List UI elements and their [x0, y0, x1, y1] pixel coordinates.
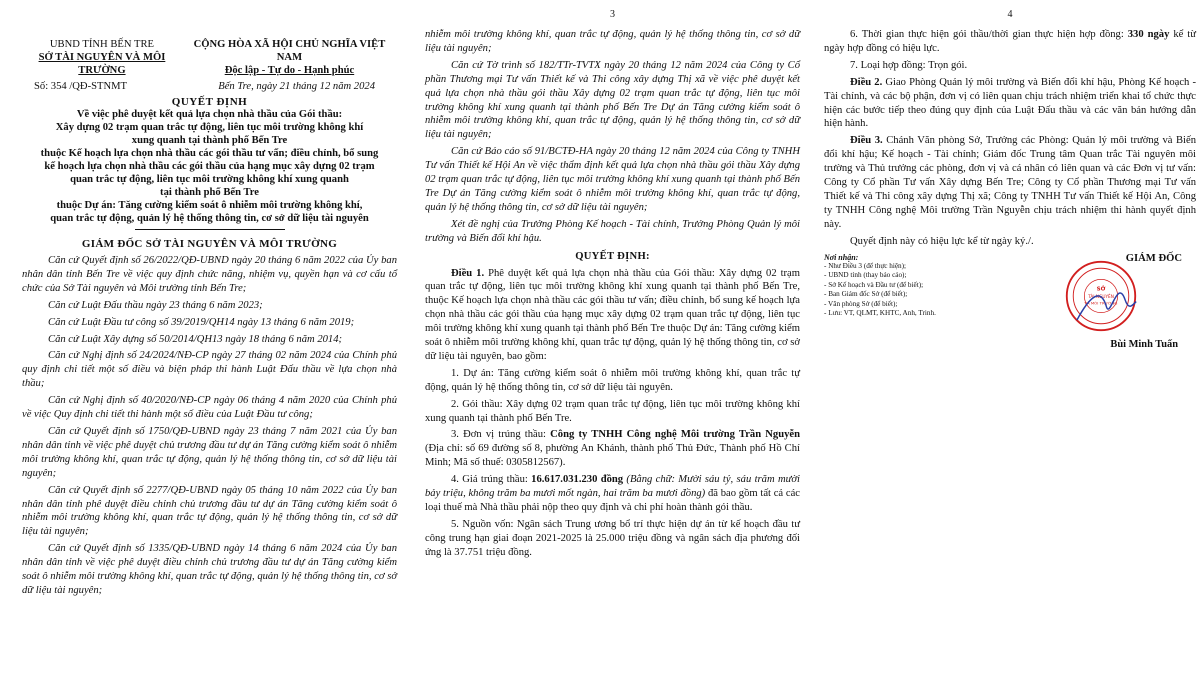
recipients [824, 253, 1024, 363]
contract-duration: 330 ngày [1127, 29, 1170, 40]
price-in-words: (Bằng chữ: Mười sáu tỷ, sáu trăm mười bảy triệu, không trăm ba mươi mốt ngàn, hai trăm ba mươi đồng) [425, 474, 800, 500]
motto: Độc lập - Tự do - Hạnh phúc [224, 65, 355, 76]
legal-basis: Xét đề nghị của Trưởng Phòng Kế hoạch - Tài chính, Trưởng Phòng Quản lý môi trường và Biến đổi khí hậu. [425, 218, 800, 244]
winning-price: 16.617.031.230 đồng [531, 474, 624, 486]
svg-text:VÀ MÔI TRƯỜNG: VÀ MÔI TRƯỜNG [1084, 299, 1118, 305]
authority-heading: GIÁM ĐỐC SỞ TÀI NGUYÊN VÀ MÔI TRƯỜNG [81, 238, 338, 250]
subject-line: tại thành phố Bến Tre [160, 187, 259, 198]
legal-basis: Căn cứ Nghị định số 40/2020/NĐ-CP ngày 06 tháng 4 năm 2020 của Chính phủ về việc Quy định chi tiết thi hành một số điều của Luật Đầu tư công; [22, 395, 397, 421]
official-seal-icon [1064, 259, 1138, 333]
winning-contractor: Công ty TNHH Công nghệ Môi trường Trần Nguyễn [550, 429, 800, 441]
item-lead: 3. Đơn vị trúng thầu: [451, 429, 551, 441]
legal-basis: nhiễm môi trường không khí, quan trắc tự động, quản lý hệ thống thông tin, cơ sở dữ liệu tài nguyên; [425, 29, 800, 54]
document-number: Số: 354 /QĐ-STNMT [34, 81, 127, 92]
article-item: 1. Dự án: Tăng cường kiểm soát ô nhiễm môi trường không khí, quan trắc tự động, quản lý hệ thống thông tin, cơ sở dữ liệu tài nguyên. [425, 367, 800, 393]
article-label: Điều 3. [850, 135, 883, 147]
subject-line: Về việc phê duyệt kết quả lựa chọn nhà thầu của Gói thầu: [76, 109, 343, 120]
number-date-row [22, 81, 397, 92]
agency-name: SỞ TÀI NGUYÊN VÀ MÔI TRƯỜNG [38, 52, 166, 76]
article-item: 5. Nguồn vốn: Ngân sách Trung ương bổ trí thực hiện dự án từ kế hoạch đầu tư công trung hạn giai đoạn 2021-2025 là 25.000 triệu đồng và ngân sách địa phương đối ứng là 37.751 triệu đồng. [425, 518, 800, 558]
recipient-item: - Như Điều 3 (để thực hiện); [824, 262, 907, 270]
issuing-agency [22, 38, 182, 77]
article-3 [824, 134, 1196, 231]
svg-text:TÀI NGUYÊN: TÀI NGUYÊN [1088, 294, 1114, 300]
subject-line: thuộc Dự án: Tăng cường kiểm soát ô nhiễm môi trường không khí, [56, 200, 363, 211]
page-body [824, 28, 1196, 249]
subject-line: xung quanh tại thành phố Bến Tre [131, 135, 288, 146]
document-page-1 [0, 0, 405, 677]
subject-line: Xây dựng 02 trạm quan trắc tự động, liên tục môi trường không khí [55, 122, 364, 133]
signer [1046, 253, 1196, 363]
page-body [425, 28, 800, 560]
legal-basis: Căn cứ Quyết định số 1750/QĐ-UBND ngày 23 tháng 7 năm 2021 của Ủy ban nhân dân tỉnh về việc phê duyệt chủ trương đầu tư dự án Tăng cường kiểm soát ô nhiễm môi trường không khí, quan trắc tự động, quản lý hệ thống thông tin, cơ sở dữ liệu tài nguyên; [22, 425, 397, 479]
article-item-price [425, 473, 800, 515]
recipient-item: - Ban Giám đốc Sở (để biết); [824, 290, 908, 299]
signer-title: GIÁM ĐỐC [1125, 252, 1182, 264]
recipient-item: - Sở Kế hoạch và Đầu tư (để biết); [824, 280, 924, 289]
item-lead: 4. Giá trúng thầu: [451, 474, 532, 486]
item-rest: kể từ ngày hợp đồng có hiệu lực. [824, 29, 1196, 54]
legal-basis: Căn cứ Quyết định số 1335/QĐ-UBND ngày 14 tháng 6 năm 2024 của Ủy ban nhân dân tỉnh về việc phê duyệt điều chỉnh chủ trương đầu tư dự án Tăng cường kiểm soát ô nhiễm môi trường không khí, quan trắc tự động, quản lý hệ thống thông tin, cơ sở dữ liệu tài nguyên; [22, 543, 397, 596]
legal-basis: Căn cứ Tờ trình số 182/TTr-TVTX ngày 20 tháng 12 năm 2024 của Công ty Cổ phần Thương mại Tư vấn Thiết kế và Thi công xây dựng Thị xã về việc phê duyệt kết quả lựa chọn nhà thầu gói thầu Xây dựng 02 trạm quan trắc tự động, liên tục môi trường không khí xung quanh tại thành phố Bến Tre Dự án Tăng cường kiểm soát ô nhiễm môi trường không khí, quan trắc tự động, quản lý hệ thống thông tin, cơ sở dữ liệu tài nguyên; [425, 59, 800, 141]
legal-basis: Căn cứ Luật Đấu thầu ngày 23 tháng 6 năm 2023; [48, 299, 263, 311]
page-number: 3 [610, 9, 615, 20]
article-1 [425, 267, 800, 364]
document-page-4 [814, 0, 1200, 677]
divider [135, 229, 285, 230]
article-item: 7. Loại hợp đồng: Trọn gói. [850, 59, 968, 71]
article-text: Phê duyệt kết quả lựa chọn nhà thầu của Gói thầu: Xây dựng 02 trạm quan trắc tự động, liên tục môi trường không khí xung quanh tại thành phố Bến Tre, thuộc Kế hoạch lựa chọn nhà thầu các gói thầu tư vấn; điều chỉnh, bổ sung kế hoạch lựa chọn nhà thầu các gói thầu của hạng mục xây dựng 02 trạm quan trắc tự động, liên tục môi trường không khí xung quanh tại thành phố Bến Tre thuộc Dự án: Tăng cường kiểm soát ô nhiễm môi trường không khí, quan trắc tự động, quản lý hệ thống thông tin, cơ sở dữ liệu tài nguyên, bao gồm: [425, 267, 800, 362]
signer-name: Bùi Minh Tuấn [1110, 338, 1178, 350]
subject-line: quan trắc tự động, quản lý hệ thống thông tin, cơ sở dữ liệu tài nguyên [50, 213, 369, 224]
article-text: Chánh Văn phòng Sở, Trưởng các Phòng: Quản lý môi trường và Biến đổi khí hậu; Kế hoạch - Tài chính; Giám đốc Trung tâm Quan trắc Tài nguyên môi trường và Thủ trưởng các phòng, đơn vị và cá nhân có liên quan và các Đơn vị tư vấn: Công ty Cổ phần Tư vấn Xây dựng Bến Tre; Công ty Cổ phần Thương mại Tư vấn Thiết kế và Thi công xây dựng Thị xã; Công ty TNHH Tư vấn Thiết kế Hội An, Công ty TNHH Công nghệ Môi trường Trần Nguyễn chịu trách nhiệm thi hành quyết định này. [824, 135, 1196, 230]
legal-basis: Căn cứ Luật Xây dựng số 50/2014/QH13 ngày 18 tháng 6 năm 2014; [48, 333, 343, 345]
article-2 [824, 76, 1196, 132]
legal-basis: Căn cứ Quyết định số 2277/QĐ-UBND ngày 05 tháng 10 năm 2022 của Ủy ban nhân dân tỉnh phê duyệt điều chỉnh chủ trương đầu tư dự án Tăng cường kiểm soát ô nhiễm môi trường không khí, quan trắc tự động, quản lý hệ thống thông tin, cơ sở dữ liệu tài nguyên; [22, 484, 397, 538]
article-item-duration [824, 28, 1196, 56]
article-item-contractor [425, 428, 800, 470]
legal-basis: Căn cứ Báo cáo số 91/BCTĐ-HA ngày 20 tháng 12 năm 2024 của Công ty TNHH Tư vấn Thiết kế Hội An về việc thẩm định kết quả lựa chọn nhà thầu gói thầu Xây dựng 02 trạm quan trắc tự động, liên tục môi trường không khí xung quanh tại thành phố Bến Tre Dự án Tăng cường kiểm soát ô nhiễm môi trường không khí, quan trắc tự động, quản lý hệ thống thông tin, cơ sở dữ liệu tài nguyên; [425, 146, 800, 213]
effect-clause: Quyết định này có hiệu lực kể từ ngày ký./. [850, 235, 1034, 247]
recipients-title: Nơi nhận: [824, 252, 859, 262]
legal-basis: Căn cứ Nghị định số 24/2024/NĐ-CP ngày 27 tháng 02 năm 2024 của Chính phủ quy định chi tiết một số điều và biện pháp thi hành Luật Đấu thầu về lựa chọn nhà thầu; [22, 350, 397, 390]
article-item: 2. Gói thầu: Xây dựng 02 trạm quan trắc tự động, liên tục môi trường không khí xung quanh tại thành phố Bến Tre. [425, 398, 800, 424]
legal-basis: Căn cứ Quyết định số 26/2022/QĐ-UBND ngày 20 tháng 6 năm 2022 của Ủy ban nhân dân tỉnh Bến Tre về việc quy định chức năng, nhiệm vụ, quyền hạn và cơ cấu tổ chức của Sở Tài nguyên và Môi trường tỉnh Bến Tre; [22, 255, 397, 294]
item-rest: (Địa chỉ: số 69 đường số 8, phường An Khánh, thành phố Thủ Đức, Thành phố Hồ Chí Minh; Mã số thuế: 0305812567). [425, 443, 800, 469]
document-header [22, 38, 397, 77]
article-label: Điều 1. [451, 267, 485, 279]
agency-parent: UBND TỈNH BẾN TRE [49, 39, 154, 50]
article-text: Giao Phòng Quản lý môi trường và Biến đổi khí hậu, Phòng Kế hoạch - Tài chính, và các bộ phận, đơn vị có liên quan chịu trách nhiệm triển khai tổ chức thực hiện các bước tiếp theo đúng quy định của Luật Đấu thầu và các văn bản hướng dẫn hiện hành. [824, 76, 1196, 130]
national-motto [182, 38, 397, 77]
document-subject [22, 108, 397, 225]
subject-line: quan trắc tự động, liên tục môi trường không khí xung quanh [70, 174, 349, 185]
recipient-item: - UBND tỉnh (thay báo cáo); [824, 271, 907, 280]
page-number: 4 [1007, 9, 1013, 20]
document-title: QUYẾT ĐỊNH [171, 96, 248, 108]
subject-line: kế hoạch lựa chọn nhà thầu các gói thầu của hạng mục xây dựng 02 trạm [44, 161, 375, 172]
decision-heading: QUYẾT ĐỊNH: [575, 250, 650, 262]
svg-text:SỞ: SỞ [1096, 286, 1106, 293]
legal-basis: Căn cứ Luật Đầu tư công số 39/2019/QH14 ngày 13 tháng 6 năm 2019; [48, 316, 355, 328]
subject-line: thuộc Kế hoạch lựa chọn nhà thầu các gói thầu tư vấn; điều chỉnh, bổ sung [40, 148, 379, 159]
item-lead: 6. Thời gian thực hiện gói thầu/thời gian thực hiện hợp đồng: [850, 29, 1128, 40]
legal-bases [22, 254, 397, 598]
recipient-item: - Lưu: VT, QLMT, KHTC, Anh, Trinh. [824, 309, 936, 318]
document-page-3 [413, 0, 808, 677]
item-rest: đã bao gồm tất cả các loại thuế mà Nhà thầu phải nộp theo quy định và chi phí hoàn thành gói thầu. [425, 488, 800, 513]
recipient-item: - Văn phòng Sở (để biết); [824, 299, 898, 308]
country-name: CỘNG HÒA XÃ HỘI CHỦ NGHĨA VIỆT NAM [193, 39, 386, 63]
signature-block [824, 253, 1196, 363]
document-date: Bến Tre, ngày 21 tháng 12 năm 2024 [218, 81, 375, 92]
article-label: Điều 2. [850, 76, 883, 88]
